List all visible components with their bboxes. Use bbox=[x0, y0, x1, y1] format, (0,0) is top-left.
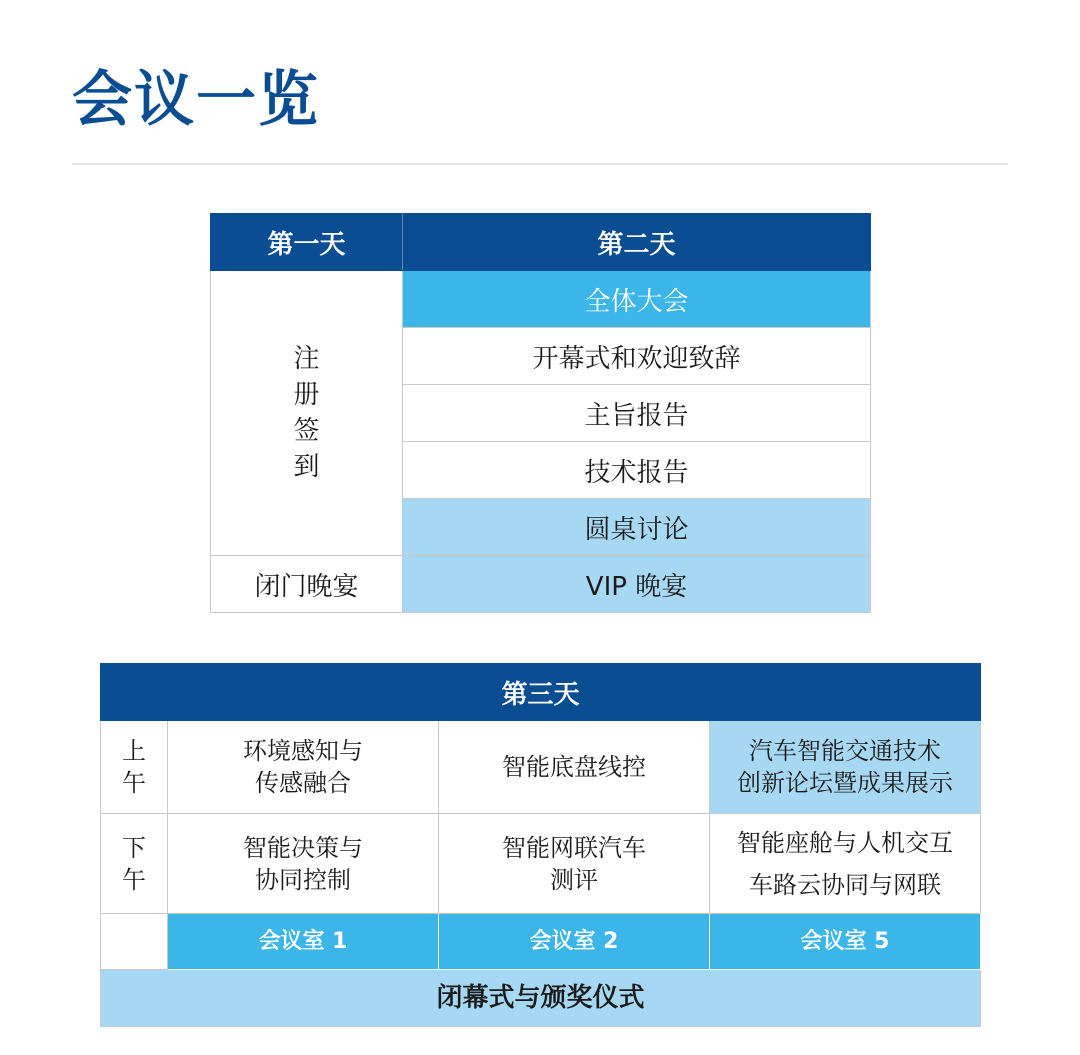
session-line: 智能座舱与人机交互 bbox=[737, 828, 953, 857]
title-divider bbox=[72, 163, 1008, 165]
session-line: 智能决策与 bbox=[243, 833, 363, 862]
closed-dinner: 闭门晚宴 bbox=[211, 556, 403, 613]
session-line: 协同控制 bbox=[255, 865, 351, 894]
registration-char: 册 bbox=[293, 380, 320, 410]
session-line: 传感融合 bbox=[255, 769, 351, 797]
session-line: 智能底盘线控 bbox=[502, 753, 646, 781]
day3-schedule-table bbox=[100, 663, 981, 1027]
am-label-char: 上 bbox=[122, 737, 146, 765]
pm-session-1 bbox=[168, 814, 439, 914]
round-table: 圆桌讨论 bbox=[403, 499, 871, 556]
vip-dinner: VIP 晚宴 bbox=[403, 556, 871, 613]
session-line: 车路云协同与网联 bbox=[749, 870, 941, 899]
room-1: 会议室 1 bbox=[168, 914, 439, 970]
header-day2: 第二天 bbox=[403, 214, 871, 271]
plenary-session: 全体大会 bbox=[403, 271, 871, 328]
am-label bbox=[101, 721, 168, 814]
pm-session-2 bbox=[439, 814, 710, 914]
session-line: 测评 bbox=[550, 865, 598, 894]
registration-char: 签 bbox=[293, 416, 320, 446]
room-2: 会议室 2 bbox=[439, 914, 710, 970]
page-title: 会议一览 bbox=[72, 65, 320, 135]
registration-cell bbox=[211, 271, 403, 556]
registration-char: 注 bbox=[293, 344, 320, 374]
room-5: 会议室 5 bbox=[710, 914, 981, 970]
header-day3: 第三天 bbox=[101, 664, 981, 721]
pm-label-char: 午 bbox=[122, 865, 146, 894]
session-line: 汽车智能交通技术 bbox=[749, 737, 941, 765]
technical-report: 技术报告 bbox=[403, 442, 871, 499]
day1-day2-schedule-table bbox=[210, 213, 871, 613]
pm-label-char: 下 bbox=[122, 833, 146, 862]
session-line: 环境感知与 bbox=[243, 737, 363, 765]
am-session-1 bbox=[168, 721, 439, 814]
header-day1: 第一天 bbox=[211, 214, 403, 271]
am-label-char: 午 bbox=[122, 769, 146, 797]
rooms-empty-cell bbox=[101, 914, 168, 970]
registration-char: 到 bbox=[293, 452, 320, 482]
pm-session-3 bbox=[710, 814, 981, 914]
am-session-2 bbox=[439, 721, 710, 814]
session-line: 智能网联汽车 bbox=[502, 833, 646, 862]
session-line: 创新论坛暨成果展示 bbox=[737, 769, 953, 797]
keynote-report: 主旨报告 bbox=[403, 385, 871, 442]
am-session-3 bbox=[710, 721, 981, 814]
closing-ceremony: 闭幕式与颁奖仪式 bbox=[101, 970, 981, 1027]
pm-label bbox=[101, 814, 168, 914]
opening-ceremony: 开幕式和欢迎致辞 bbox=[403, 328, 871, 385]
